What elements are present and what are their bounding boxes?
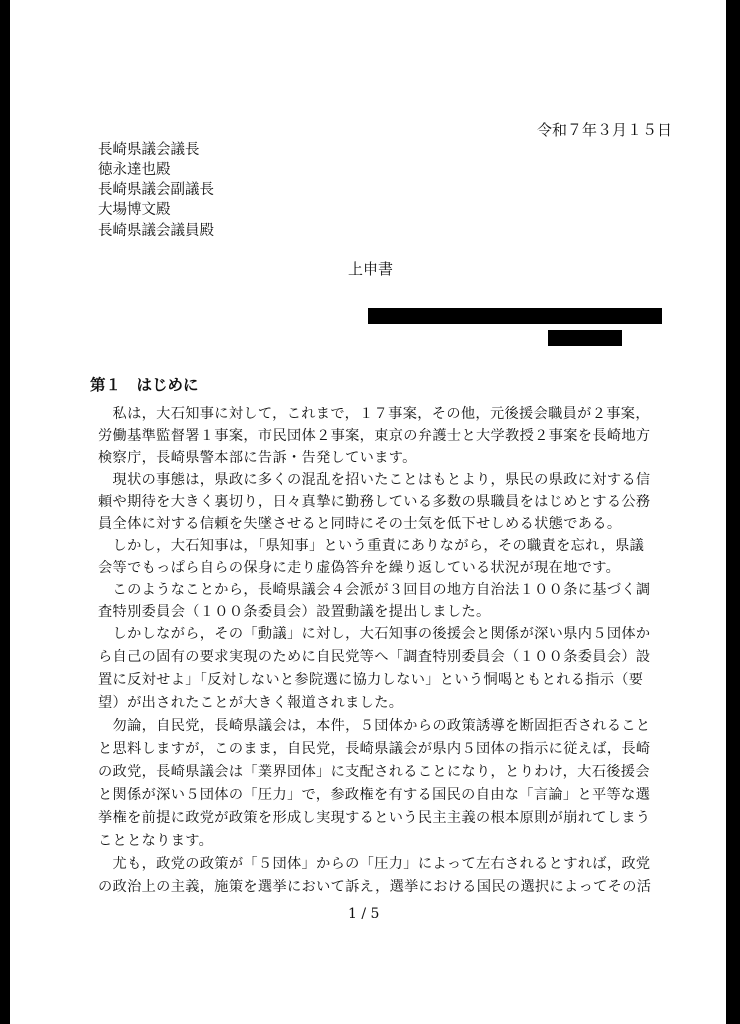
body-line: と関係が深い５団体の「圧力」で，参政権を有する国民の自由な「言論」と平等な選 [98, 787, 651, 803]
body-line: 頼や期待を大きく裏切り，日々真摯に勤務している多数の県職員をはじめとする公務 [98, 494, 651, 510]
body-line: と思料しますが，このまま，自民党，長崎県議会が県内５団体の指示に従えば，長崎 [98, 741, 651, 757]
body-line: 尤も，政党の政策が「５団体」からの「圧力」によって左右されるとすれば，政党 [98, 856, 651, 872]
addressee-line: 徳永達也殿 [98, 162, 171, 178]
body-line: 員全体に対する信頼を失墜させると同時にその士気を低下せしめる状態である。 [98, 516, 622, 532]
body-line: 置に反対せよ」「反対しないと参院選に協力しない」という恫喝ともとれる指示（要 [98, 672, 644, 688]
addressee-line: 長崎県議会議員殿 [98, 223, 214, 239]
redaction-bar [368, 308, 662, 324]
body-line: こととなります。 [98, 833, 214, 849]
document-date: 令和７年３月１５日 [537, 121, 673, 139]
body-line: 検察庁，長崎県警本部に告訴・告発しています。 [98, 450, 417, 466]
body-line: 労働基準監督署１事案，市民団体２事案，東京の弁護士と大学教授２事案を長崎地方 [98, 428, 651, 444]
section-heading: 第１ はじめに [90, 375, 199, 394]
body-line: 査特別委員会（１００条委員会）設置動議を提出しました。 [98, 604, 491, 620]
body-line: 勿論，自民党，長崎県議会は，本件，５団体からの政策誘導を断固拒否されること [98, 718, 651, 734]
document-page [10, 0, 726, 1024]
page-number: 1 / 5 [348, 906, 380, 922]
body-line: ら自己の固有の要求実現のために自民党等へ「調査特別委員会（１００条委員会）設 [98, 649, 651, 665]
body-line: 私は，大石知事に対して，これまで，１７事案，その他，元後援会職員が２事案， [98, 406, 650, 422]
body-line: 挙権を前提に政党が政策を形成し実現するという民主主義の根本原則が崩れてしまう [98, 810, 651, 826]
body-line: の政治上の主義，施策を選挙において訴え，選挙における国民の選択によってその活 [98, 879, 652, 895]
addressee-line: 長崎県議会議長 [98, 142, 200, 158]
addressee-line: 大場博文殿 [98, 202, 171, 218]
body-line: 会等でもっぱら自らの保身に走り虚偽答弁を繰り返している状況が現在地です。 [98, 560, 621, 576]
body-line: しかしながら，その「動議」に対し，大石知事の後援会と関係が深い県内５団体か [98, 626, 651, 642]
body-line: 現状の事態は，県政に多くの混乱を招いたことはもとより，県民の県政に対する信 [98, 472, 651, 488]
body-line: このようなことから，長崎県議会４会派が３回目の地方自治法１００条に基づく調 [98, 582, 651, 598]
redaction-bar [548, 330, 622, 346]
document-title: 上申書 [348, 260, 394, 278]
body-line: の政党，長崎県議会は「業界団体」に支配されることになり，とりわけ，大石後援会 [98, 764, 650, 780]
body-line: しかし，大石知事は，「県知事」という重責にありながら，その職責を忘れ，県議 [98, 538, 645, 554]
body-line: 望）が出されたことが大きく報道されました。 [98, 695, 404, 711]
addressee-line: 長崎県議会副議長 [98, 182, 214, 198]
